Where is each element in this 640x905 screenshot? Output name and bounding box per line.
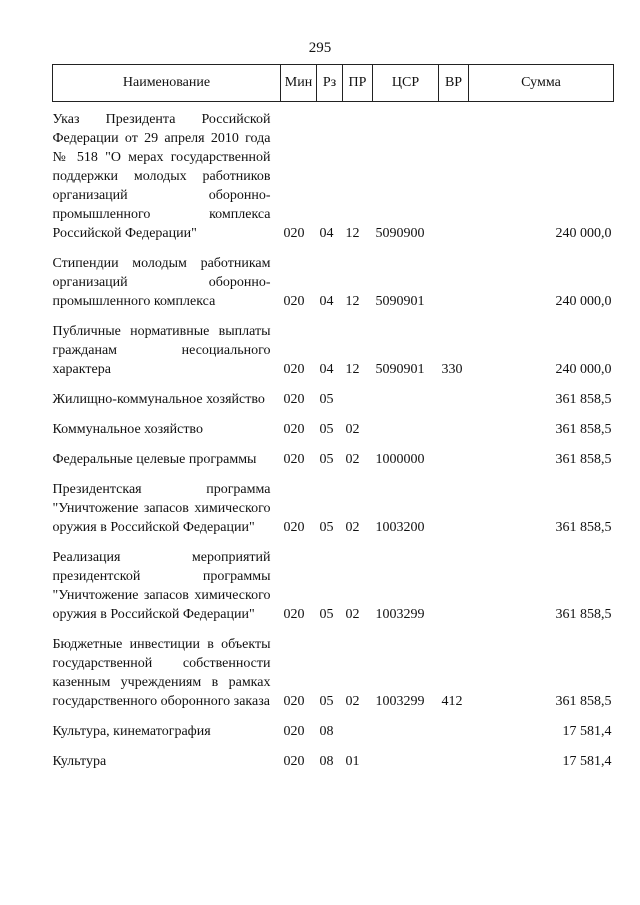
budget-table xyxy=(52,64,614,771)
table-row xyxy=(53,379,614,409)
row-min: 020 xyxy=(283,754,305,769)
row-sum: 361 858,5 xyxy=(555,694,612,709)
row-min: 020 xyxy=(283,226,305,241)
row-sum: 361 858,5 xyxy=(555,607,612,622)
row-sum: 361 858,5 xyxy=(555,422,612,437)
row-pr: 02 xyxy=(345,694,360,709)
table-row xyxy=(53,537,614,624)
row-sum: 17 581,4 xyxy=(562,724,612,739)
row-csr: 5090901 xyxy=(375,362,425,377)
row-name: Культура xyxy=(52,754,107,769)
header-min: Мин xyxy=(281,65,317,102)
row-min: 020 xyxy=(283,392,305,407)
row-rz: 08 xyxy=(319,754,334,769)
row-vr xyxy=(439,379,469,409)
row-name: Коммунальное хозяйство xyxy=(52,422,203,437)
page-number: 295 xyxy=(308,40,332,56)
row-pr xyxy=(343,379,373,409)
table-row xyxy=(53,102,614,244)
row-csr: 1003299 xyxy=(375,607,425,622)
row-vr xyxy=(439,409,469,439)
row-pr: 12 xyxy=(345,362,360,377)
table-row xyxy=(53,243,614,311)
row-csr: 5090900 xyxy=(375,226,425,241)
row-name: Стипендии молодым работникам организаций оборонно-промышленного комплекса xyxy=(52,256,271,309)
row-vr xyxy=(439,439,469,469)
row-csr xyxy=(373,711,439,741)
row-min: 020 xyxy=(283,422,305,437)
row-rz: 05 xyxy=(319,520,334,535)
row-rz: 05 xyxy=(319,607,334,622)
row-csr: 1000000 xyxy=(375,452,425,467)
row-pr: 12 xyxy=(345,226,360,241)
row-csr xyxy=(373,741,439,771)
row-min: 020 xyxy=(283,362,305,377)
row-name: Бюджетные инвестиции в объекты государственной собственности казенным учреждениям в рамках государственного оборонного заказа xyxy=(52,637,271,709)
row-csr xyxy=(373,409,439,439)
row-min: 020 xyxy=(283,294,305,309)
row-csr: 5090901 xyxy=(375,294,425,309)
row-sum: 240 000,0 xyxy=(555,294,612,309)
row-vr: 412 xyxy=(441,694,463,709)
header-vr: ВР xyxy=(439,65,469,102)
table-row xyxy=(53,439,614,469)
row-vr xyxy=(439,537,469,624)
row-rz: 04 xyxy=(319,362,334,377)
table-row xyxy=(53,624,614,711)
row-name: Указ Президента Российской Федерации от 29 апреля 2010 года № 518 "О мерах государственной поддержки молодых работников организаций оборонно-промышленного комплекса Российской Федерации" xyxy=(52,112,271,241)
row-rz: 05 xyxy=(319,392,334,407)
row-pr: 01 xyxy=(345,754,360,769)
row-vr xyxy=(439,741,469,771)
row-pr xyxy=(343,711,373,741)
header-pr: ПР xyxy=(343,65,373,102)
row-vr xyxy=(439,243,469,311)
row-rz: 05 xyxy=(319,422,334,437)
row-name: Культура, кинематография xyxy=(52,724,211,739)
row-name: Федеральные целевые программы xyxy=(52,452,257,467)
header-name: Наименование xyxy=(53,65,281,102)
row-rz: 04 xyxy=(319,294,334,309)
table-header xyxy=(53,65,614,102)
row-pr: 02 xyxy=(345,452,360,467)
row-name: Публичные нормативные выплаты гражданам несоциального характера xyxy=(52,324,271,377)
row-name: Реализация мероприятий президентской программы "Уничтожение запасов химического оружия в Российской Федерации" xyxy=(52,550,271,622)
table-row xyxy=(53,741,614,771)
row-rz: 05 xyxy=(319,452,334,467)
row-csr xyxy=(373,379,439,409)
row-min: 020 xyxy=(283,724,305,739)
row-sum: 361 858,5 xyxy=(555,452,612,467)
row-vr xyxy=(439,711,469,741)
row-sum: 361 858,5 xyxy=(555,520,612,535)
table-row xyxy=(53,409,614,439)
row-pr: 02 xyxy=(345,422,360,437)
row-min: 020 xyxy=(283,607,305,622)
row-csr: 1003200 xyxy=(375,520,425,535)
header-rz: Рз xyxy=(317,65,343,102)
row-vr: 330 xyxy=(441,362,463,377)
row-pr: 02 xyxy=(345,607,360,622)
table-row xyxy=(53,311,614,379)
row-sum: 17 581,4 xyxy=(562,754,612,769)
header-csr: ЦСР xyxy=(373,65,439,102)
row-vr xyxy=(439,469,469,537)
row-rz: 04 xyxy=(319,226,334,241)
row-rz: 05 xyxy=(319,694,334,709)
row-name: Жилищно-коммунальное хозяйство xyxy=(52,392,265,407)
row-sum: 240 000,0 xyxy=(555,362,612,377)
table-row xyxy=(53,711,614,741)
row-sum: 240 000,0 xyxy=(555,226,612,241)
row-pr: 12 xyxy=(345,294,360,309)
row-csr: 1003299 xyxy=(375,694,425,709)
header-sum: Сумма xyxy=(469,65,614,102)
row-vr xyxy=(439,102,469,244)
row-min: 020 xyxy=(283,452,305,467)
row-min: 020 xyxy=(283,520,305,535)
table-row xyxy=(53,469,614,537)
row-sum: 361 858,5 xyxy=(555,392,612,407)
row-pr: 02 xyxy=(345,520,360,535)
row-min: 020 xyxy=(283,694,305,709)
row-rz: 08 xyxy=(319,724,334,739)
row-name: Президентская программа "Уничтожение запасов химического оружия в Российской Федерации" xyxy=(52,482,271,535)
